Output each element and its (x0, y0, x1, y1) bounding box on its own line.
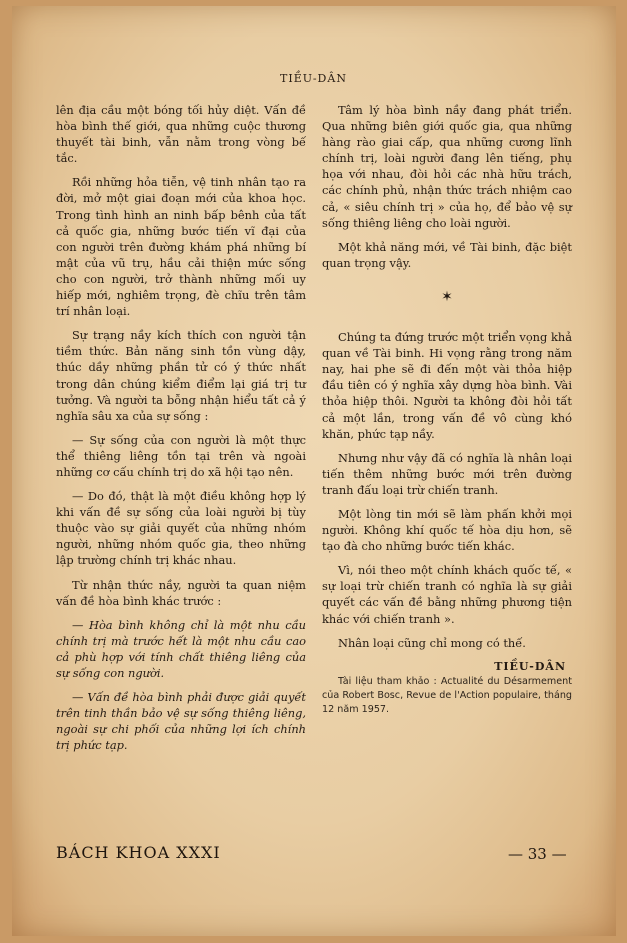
left-paragraph-7: — Hòa bình không chỉ là một nhu cầu chính trị mà trước hết là một nhu cầu cao cả phù hợp với tính chất thiêng liêng của sự sống con người. (56, 617, 306, 680)
left-column (56, 102, 306, 761)
right-paragraph-6: Vì, nói theo một chính khách quốc tế, « sự loại trừ chiến tranh có nghĩa là sự giải quyết các vấn đề bằng những phương tiện khác với chiến tranh ». (322, 563, 572, 626)
right-paragraph-7: Nhân loại cũng chỉ mong có thế. (338, 635, 526, 650)
magazine-title: BÁCH KHOA XXXI (56, 843, 221, 862)
right-paragraph-2: Một khả năng mới, về Tài binh, đặc biệt quan trọng vậy. (322, 239, 572, 270)
left-paragraph-8: — Vấn đề hòa bình phải được giải quyết trên tinh thần bảo vệ sự sống thiêng liêng, ngoài sự chi phối của những lợi ích chính trị phức tạp. (56, 690, 306, 753)
right-paragraph-3: Chúng ta đứng trước một triển vọng khả quan về Tài binh. Hi vọng rằng trong năm nay, hai phe sẽ đi đến một vài thỏa hiệp đầu tiên có ý nghĩa xây dựng hòa bình. Vài thỏa hiệp thôi. Người ta không đòi hỏi tất cả một lần, trong vấn đề vô cùng khó khăn, phức tạp nầy. (322, 330, 572, 441)
author-signature: TIỀU-DÂN (494, 659, 566, 673)
left-paragraph-5: — Do đó, thật là một điều không hợp lý khi vấn đề sự sống của loài người bị tùy thuộc vào sự giải quyết của những nhóm người, những nhóm quốc gia, theo những lập trường chính trị khác nhau. (56, 489, 306, 568)
left-paragraph-6: Từ nhận thức nầy, người ta quan niệm vấn đề hòa bình khác trước : (56, 577, 306, 608)
section-separator-star: ✶ (441, 288, 453, 305)
left-paragraph-4: — Sự sống của con người là một thực thể thiêng liêng tồn tại trên và ngoài những cơ cấu chính trị do xã hội tạo nên. (56, 432, 306, 479)
right-column (322, 102, 572, 725)
left-paragraph-3: Sự trạng nầy kích thích con người tận tiềm thức. Bản năng sinh tồn vùng dậy, thúc dầy những phần tử có ý thức nhất trong dân chúng kiểm điểm lại giá trị tư tưởng. Và người ta bỗng nhận hiểu tất cả ý nghĩa sâu xa của sự sống : (56, 328, 306, 423)
left-paragraph-2: Rồi những hỏa tiễn, vệ tinh nhân tạo ra đời, mở một giai đoạn mới của khoa học. Trong tình hình an ninh bấp bênh của tất cả quốc gia, những bước tiến vĩ đại của con người trên đường khám phá những bí mật của vũ trụ, hầu cải thiện mức sống cho con người, trở thành những mối uy hiếp mới, nghiêm trọng, đè chĩu trên tâm trí nhân loại. (56, 175, 306, 319)
left-paragraph-1: lên địa cầu một bóng tối hủy diệt. Vấn đề hòa bình thế giới, qua những cuộc thương thuyết tài binh, vẫn nằm trong vòng bế tắc. (56, 103, 306, 166)
reference-note: Tài liệu tham khảo : Actualité du Désarmement của Robert Bosc, Revue de l'Action populaire, tháng 12 năm 1957. (322, 675, 572, 715)
right-paragraph-1: Tâm lý hòa bình nầy đang phát triển. Qua những biên giới quốc gia, qua những hàng rào giai cấp, qua những cương lĩnh chính trị, loài người đang lên tiếng, phụ họa với nhau, đòi hỏi các nhà hữu trách, các chính phủ, nhận thức trách nhiệm cao cả, « siêu chính trị » của họ, để bảo vệ sự sống thiêng liêng cho loài người. (322, 103, 572, 230)
running-header: TIỀU-DÂN (280, 72, 347, 85)
right-paragraph-4: Nhưng như vậy đã có nghĩa là nhân loại tiến thêm những bước mới trên đường tranh đấu loại trừ chiến tranh. (322, 450, 572, 497)
right-paragraph-5: Một lòng tin mới sẽ làm phấn khởi mọi người. Không khí quốc tế hòa dịu hơn, sẽ tạo đà cho những bước tiến khác. (322, 506, 572, 554)
page-number: — 33 — (508, 845, 567, 863)
